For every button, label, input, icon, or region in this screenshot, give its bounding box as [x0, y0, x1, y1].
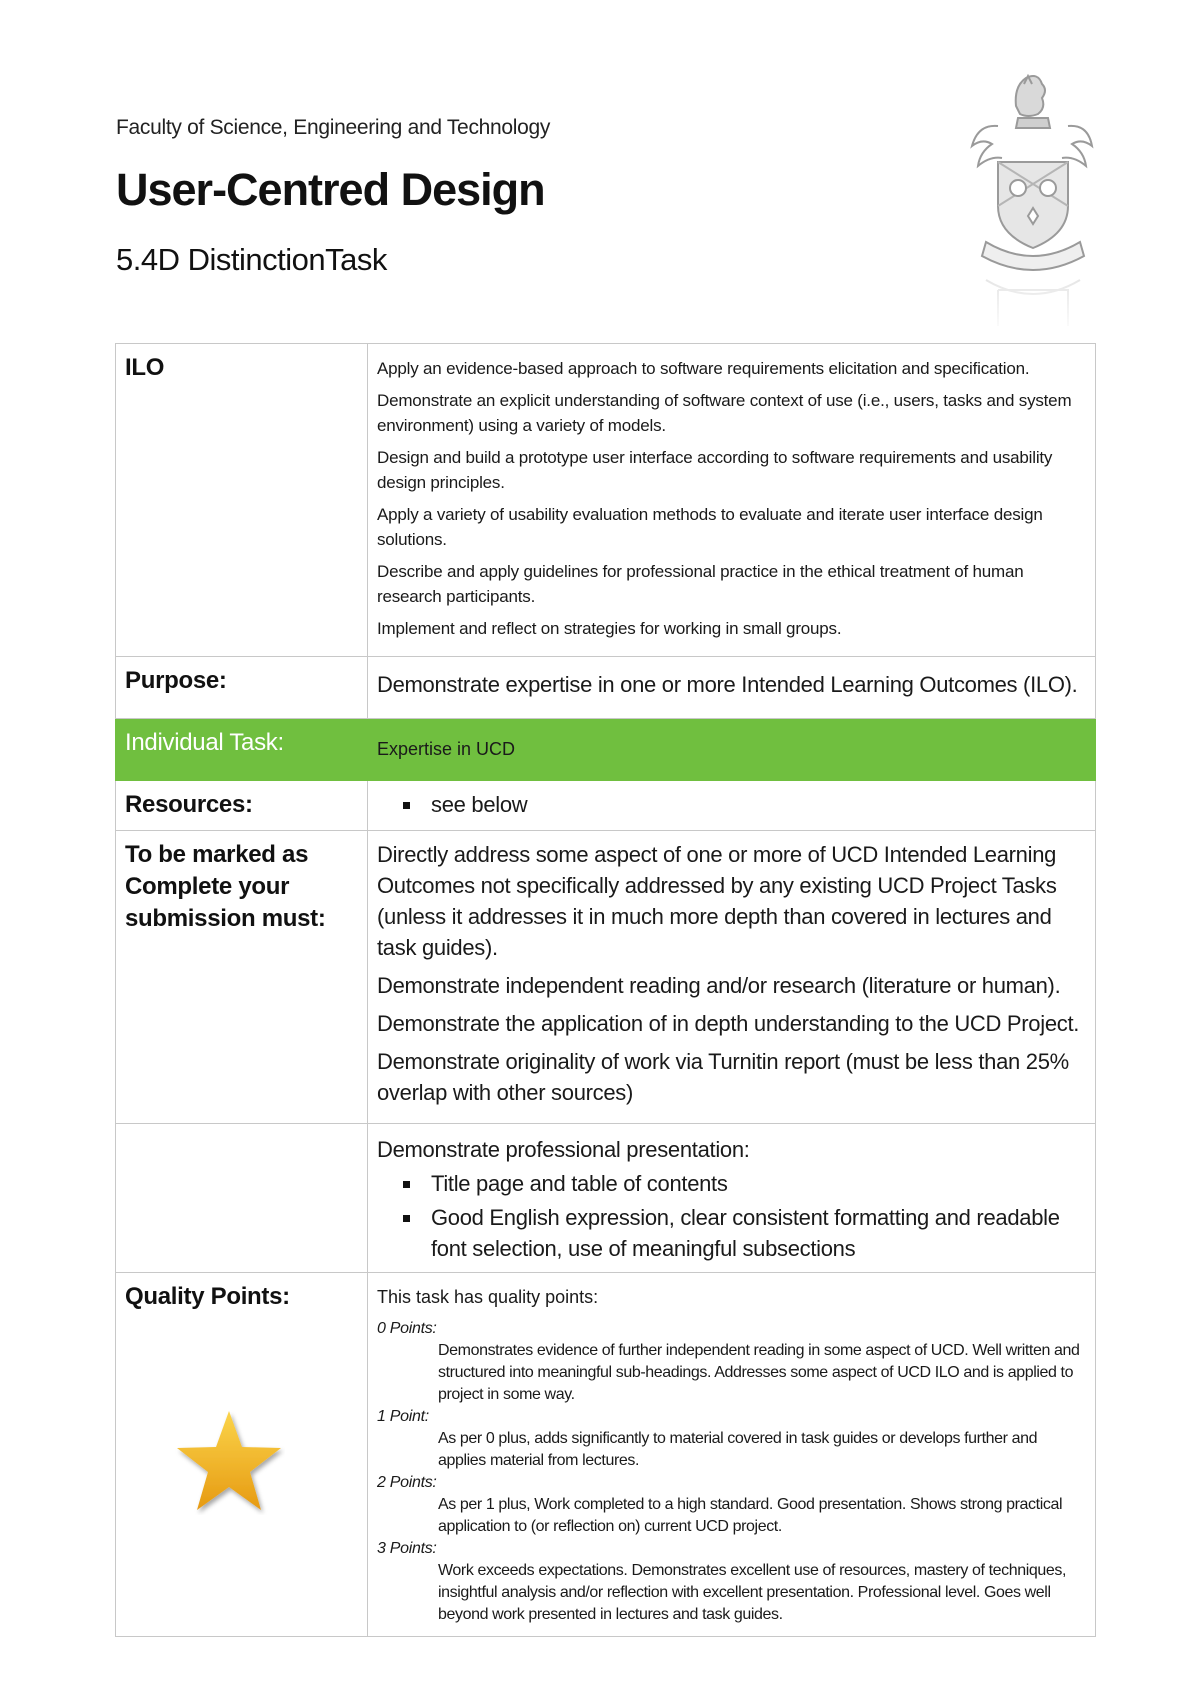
marking-criterion: Demonstrate independent reading and/or research (literature or human). [377, 973, 1061, 998]
presentation-item: Title page and table of contents [403, 1168, 1083, 1199]
purpose-row [116, 657, 1096, 719]
marking-criterion: Demonstrate the application of in depth understanding to the UCD Project. [377, 1011, 1080, 1036]
ilo-item: Demonstrate an explicit understanding of software context of use (i.e., users, tasks and system environment) using a variety of models. [377, 391, 1072, 435]
presentation-item: Good English expression, clear consistent formatting and readable font selection, use of meaningful subsections [403, 1202, 1083, 1264]
presentation-row [116, 1124, 1096, 1273]
page-title: User-Centred Design [116, 164, 545, 215]
resources-label: Resources: [116, 781, 368, 831]
ilo-item: Implement and reflect on strategies for working in small groups. [377, 619, 842, 638]
quality-point-heading: 2 Points: [377, 1474, 437, 1491]
quality-point-description: As per 0 plus, adds significantly to material covered in task guides or develops further and applies material from lectures. [438, 1430, 1038, 1469]
quality-point-heading: 3 Points: [377, 1540, 437, 1557]
quality-intro: This task has quality points: [377, 1287, 599, 1307]
marking-row [116, 831, 1096, 1124]
ilo-item: Apply an evidence-based approach to software requirements elicitation and specification. [377, 359, 1030, 378]
presentation-list [377, 1168, 1083, 1264]
quality-label: Quality Points: [125, 1283, 290, 1310]
resources-list [377, 789, 1083, 820]
individual-task-row [116, 719, 1096, 781]
resource-item: see below [403, 789, 1083, 820]
ilo-item: Describe and apply guidelines for professional practice in the ethical treatment of human research participants. [377, 562, 1024, 606]
purpose-text: Demonstrate expertise in one or more Intended Learning Outcomes (ILO). [368, 657, 1096, 719]
quality-point-heading: 0 Points: [377, 1320, 437, 1337]
quality-point-description: Demonstrates evidence of further independent reading in some aspect of UCD. Well written and structured into meaningful sub-headings. Addresses some aspect of UCD ILO and is applied to project in some way. [438, 1342, 1080, 1403]
ilo-item: Apply a variety of usability evaluation methods to evaluate and iterate user interface design solutions. [377, 505, 1043, 549]
presentation-intro: Demonstrate professional presentation: [377, 1137, 750, 1162]
task-subtitle: 5.4D DistinctionTask [116, 242, 387, 277]
star-icon [173, 1407, 285, 1515]
quality-row [116, 1273, 1096, 1637]
quality-point-description: As per 1 plus, Work completed to a high standard. Good presentation. Shows strong practical application to (or reflection on) current UCD project. [438, 1496, 1063, 1535]
quality-point-description: Work exceeds expectations. Demonstrates excellent use of resources, mastery of techniques, insightful analysis and/or reflection with excellent presentation. Professional level. Goes well beyond work presented in lectures and task guides. [438, 1562, 1067, 1623]
ilo-row [116, 344, 1096, 657]
marking-criterion: Demonstrate originality of work via Turnitin report (must be less than 25% overlap with other sources) [377, 1049, 1069, 1105]
resources-row [116, 781, 1096, 831]
university-crest-icon [958, 66, 1098, 336]
quality-point-heading: 1 Point: [377, 1408, 429, 1425]
purpose-label: Purpose: [116, 657, 368, 719]
marking-label: To be marked as Complete your submission must: [116, 831, 368, 1124]
marking-criterion: Directly address some aspect of one or more of UCD Intended Learning Outcomes not specifically addressed by any existing UCD Project Tasks (unless it addresses it in much more depth than covered in lectures and task guides). [377, 842, 1057, 960]
individual-task-text: Expertise in UCD [368, 719, 1096, 781]
ilo-item: Design and build a prototype user interface according to software requirements and usability design principles. [377, 448, 1053, 492]
faculty-name: Faculty of Science, Engineering and Technology [116, 116, 551, 139]
ilo-label: ILO [116, 344, 368, 657]
individual-task-label: Individual Task: [116, 719, 368, 781]
task-spec-table [115, 343, 1096, 1637]
